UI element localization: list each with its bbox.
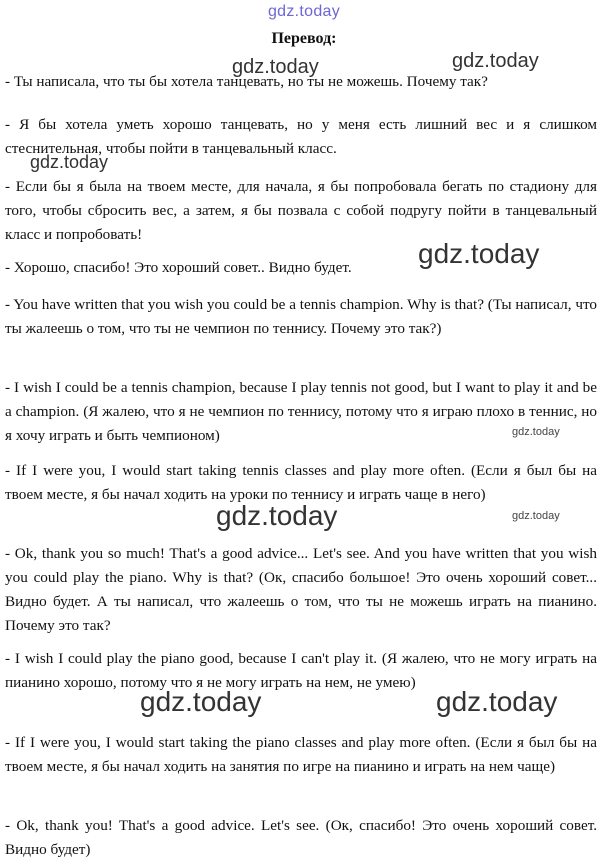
paragraph-5: - You have written that you wish you could be a tennis champion. Why is that? (Ты написал, что ты жалеешь о том, что ты не чемпион по теннису. Почему это так?) [5, 296, 597, 337]
paragraph-9: - I wish I could play the piano good, because I can't play it. (Я жалею, что не могу играть на пианино хорошо, потому что я не могу играть на нем, не умею) [5, 650, 597, 691]
watermark-text: gdz.today [512, 510, 560, 522]
watermark-text: gdz.today [140, 686, 262, 717]
paragraph-1: - Ты написала, что ты бы хотела танцевать, но ты не можешь. Почему так? [5, 73, 488, 90]
paragraph-6: - I wish I could be a tennis champion, because I play tennis not good, but I want to play it and be a champion. (Я жалею, что я не чемпион по теннису, потому что я играю плохо в теннис, но я хочу играть и быть чемпионом) [5, 379, 597, 444]
paragraph-8: - Ok, thank you so much! That's a good advice... Let's see. And you have written that you wish you could play the piano. Why is that? (Ок, спасибо большое! Это очень хороший совет... Видно будет. А ты написал, что жалеешь о том, что ты не можешь играть на пианино. Почему это так? [5, 545, 597, 634]
watermark-text: gdz.today [30, 152, 109, 172]
paragraph-2: - Я бы хотела уметь хорошо танцевать, но у меня есть лишний вес и я слишком стеснительная, чтобы пойти в танцевальный класс. [5, 116, 597, 157]
watermark-text: gdz.today [216, 500, 338, 531]
watermark-text: gdz.today [436, 686, 558, 717]
paragraph-4: - Хорошо, спасибо! Это хороший совет.. Видно будет. [5, 259, 352, 276]
paragraph-11: - Ok, thank you! That's a good advice. Let's see. (Ок, спасибо! Это очень хороший совет. Видно будет) [5, 817, 597, 858]
paragraph-7: - If I were you, I would start taking tennis classes and play more often. (Если я был бы на твоем месте, я бы начал ходить на уроки по теннису и играть чаще в него) [5, 462, 597, 503]
site-header[interactable]: gdz.today [267, 3, 341, 20]
watermark-text: gdz.today [232, 56, 319, 78]
watermark-text: gdz.today [512, 426, 560, 438]
watermark-text: gdz.today [452, 50, 539, 72]
watermark-text: gdz.today [418, 238, 540, 269]
paragraph-3: - Если бы я была на твоем месте, для начала, я бы попробовала бегать по стадиону для того, чтобы сбросить вес, а затем, я бы позвала с собой подругу пойти в танцевальный класс и попробовать! [5, 178, 597, 243]
page-title: Перевод: [271, 30, 337, 47]
paragraph-10: - If I were you, I would start taking the piano classes and play more often. (Если я был бы на твоем месте, я бы начал ходить на занятия по игре на пианино и играть на нем чаще) [5, 734, 597, 775]
